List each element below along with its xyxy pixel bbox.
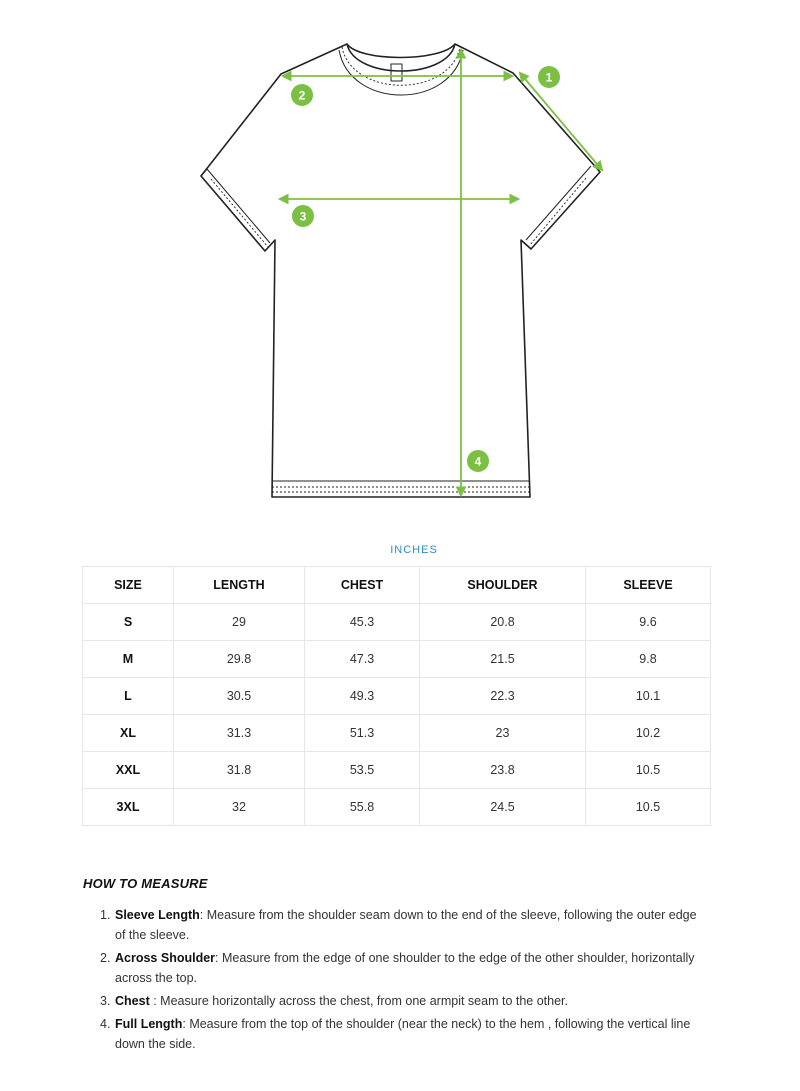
tshirt-outline [201,44,600,497]
length-cell: 31.3 [174,715,305,752]
shoulder-cell: 22.3 [420,678,586,715]
marker-3 [292,205,314,227]
size-cell: L [83,678,174,715]
item-text: Measure from the shoulder seam down to the end of the sleeve, following the outer edge of the sleeve. [115,908,697,942]
length-cell: 32 [174,789,305,826]
shoulder-cell: 23 [420,715,586,752]
list-item [100,905,700,945]
marker-4 [467,450,489,472]
sleeve-cell: 10.5 [586,789,711,826]
chest-cell: 49.3 [305,678,420,715]
item-term: Across Shoulder [115,951,216,965]
table-row [83,678,711,715]
item-number: 1. [100,908,111,922]
shoulder-cell: 20.8 [420,604,586,641]
item-separator: : [149,994,157,1008]
size-cell: S [83,604,174,641]
list-item [100,1014,700,1054]
marker-2 [291,84,313,106]
chest-cell: 51.3 [305,715,420,752]
chest-cell: 47.3 [305,641,420,678]
sleeve-cell: 9.8 [586,641,711,678]
item-term: Sleeve Length [115,908,200,922]
shoulder-cell: 23.8 [420,752,586,789]
table-row [83,641,711,678]
chest-cell: 53.5 [305,752,420,789]
size-chart-table [82,566,711,826]
item-term: Full Length [115,1017,183,1031]
length-cell: 29 [174,604,305,641]
table-row [83,752,711,789]
measurement-lines [280,50,602,495]
marker-1 [538,66,560,88]
sleeve-cell: 10.5 [586,752,711,789]
tshirt-measurement-diagram [0,0,800,520]
shoulder-cell: 21.5 [420,641,586,678]
svg-text:2: 2 [298,88,306,103]
how-to-measure-list [100,905,700,1057]
item-term: Chest [115,994,150,1008]
table-header-row [83,567,711,604]
item-separator: : [215,951,219,965]
chest-cell: 45.3 [305,604,420,641]
item-number: 3. [100,994,111,1008]
table-row [83,789,711,826]
shoulder-cell: 24.5 [420,789,586,826]
sleeve-length-line [520,70,602,170]
svg-text:1: 1 [545,70,553,85]
header-length: LENGTH [174,567,305,604]
list-item [100,991,700,1011]
header-chest: CHEST [305,567,420,604]
item-separator: : [182,1017,186,1031]
size-cell: 3XL [83,789,174,826]
marker-badges [291,66,560,472]
svg-text:3: 3 [299,209,307,224]
table-row [83,715,711,752]
how-to-measure-heading: HOW TO MEASURE [83,876,208,891]
list-item [100,948,700,988]
sleeve-cell: 10.1 [586,678,711,715]
header-sleeve: SLEEVE [586,567,711,604]
item-separator: : [199,908,204,922]
table-row [83,604,711,641]
size-cell: XL [83,715,174,752]
item-text: Measure horizontally across the chest, from one armpit seam to the other. [156,994,568,1008]
size-cell: XXL [83,752,174,789]
item-text: Measure from the top of the shoulder (near the neck) to the hem , following the vertical line down the side. [115,1017,691,1051]
chest-cell: 55.8 [305,789,420,826]
length-cell: 30.5 [174,678,305,715]
sleeve-cell: 9.6 [586,604,711,641]
item-text: Measure from the edge of one shoulder to the edge of the other shoulder, horizontally across the top. [115,951,695,985]
sleeve-cell: 10.2 [586,715,711,752]
size-cell: M [83,641,174,678]
units-label: INCHES [390,544,438,556]
header-size: SIZE [83,567,174,604]
item-number: 4. [100,1017,111,1031]
svg-text:4: 4 [474,454,482,469]
length-cell: 31.8 [174,752,305,789]
header-shoulder: SHOULDER [420,567,586,604]
item-number: 2. [100,951,111,965]
length-cell: 29.8 [174,641,305,678]
